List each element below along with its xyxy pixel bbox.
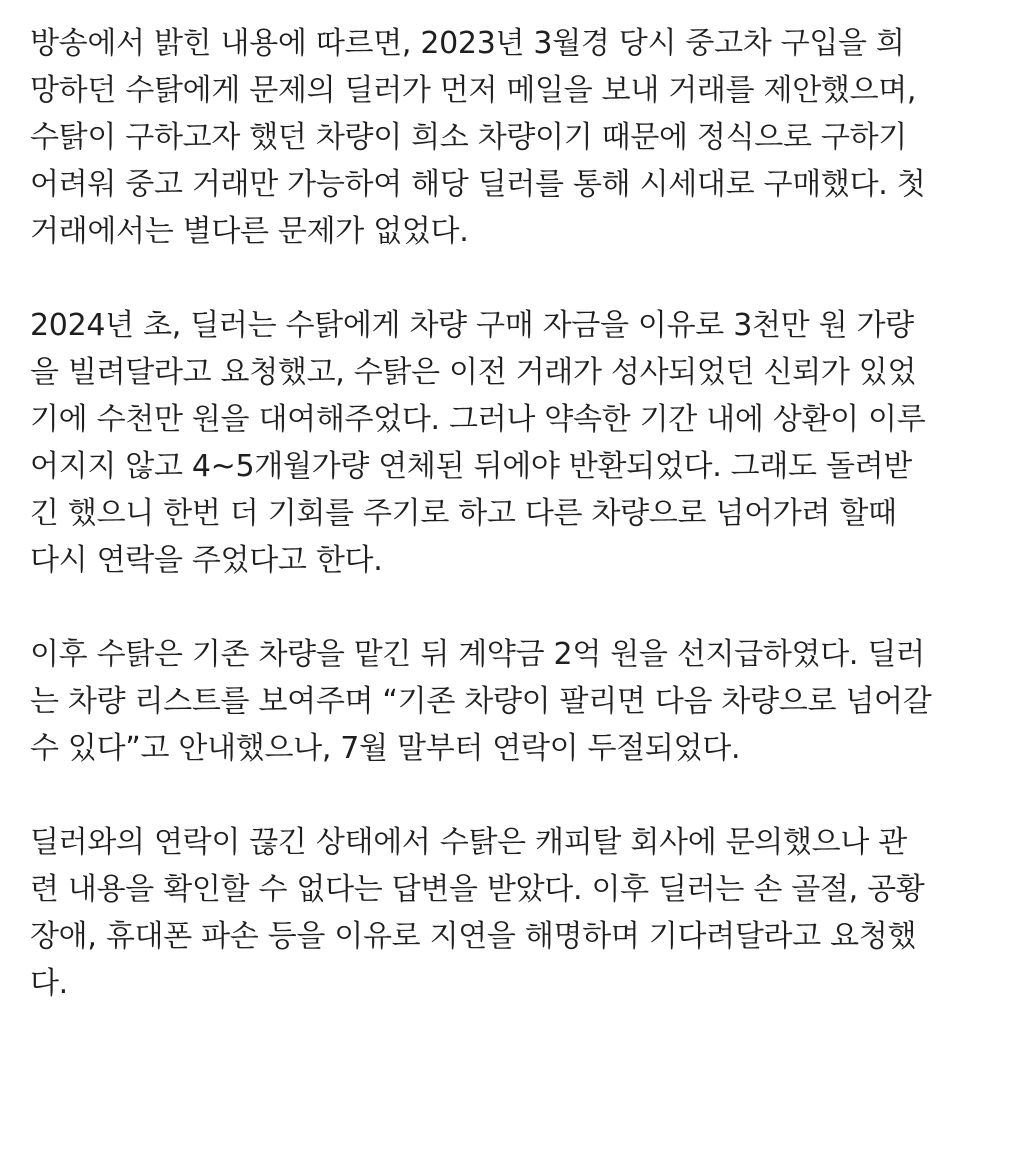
text-line: 다. xyxy=(30,966,68,1001)
text-line: 어려워 중고 거래만 가능하여 해당 딜러를 통해 시세대로 구매했다. 첫 xyxy=(30,167,926,202)
paragraph xyxy=(30,819,1005,1007)
text-line: 긴 했으니 한번 더 기회를 주기로 하고 다른 차량으로 넘어가려 할때 xyxy=(30,496,897,531)
text-line: 2024년 초, 딜러는 수탉에게 차량 구매 자금을 이유로 3천만 원 가량 xyxy=(30,308,914,343)
text-line: 이후 수탉은 기존 차량을 맡긴 뒤 계약금 2억 원을 선지급하였다. 딜러 xyxy=(30,637,925,672)
text-line: 방송에서 밝힌 내용에 따르면, 2023년 3월경 당시 중고차 구입을 희 xyxy=(30,26,905,61)
text-line: 는 차량 리스트를 보여주며 “기존 차량이 팔리면 다음 차량으로 넘어갈 xyxy=(30,684,932,719)
text-line: 거래에서는 별다른 문제가 없었다. xyxy=(30,214,469,249)
text-line: 수 있다”고 안내했으나, 7월 말부터 연락이 두절되었다. xyxy=(30,731,741,766)
paragraph xyxy=(30,631,1005,772)
text-line: 망하던 수탉에게 문제의 딜러가 먼저 메일을 보내 거래를 제안했으며, xyxy=(30,73,917,108)
text-line: 수탉이 구하고자 했던 차량이 희소 차량이기 때문에 정식으로 구하기 xyxy=(30,120,907,155)
text-line: 련 내용을 확인할 수 없다는 답변을 받았다. 이후 딜러는 손 골절, 공황 xyxy=(30,872,925,907)
text-line: 딜러와의 연락이 끊긴 상태에서 수탉은 캐피탈 회사에 문의했으나 관 xyxy=(30,825,907,860)
text-line: 어지지 않고 4~5개월가량 연체된 뒤에야 반환되었다. 그래도 돌려받 xyxy=(30,449,912,484)
text-line: 장애, 휴대폰 파손 등을 이유로 지연을 해명하며 기다려달라고 요청했 xyxy=(30,919,917,954)
text-line: 다시 연락을 주었다고 한다. xyxy=(30,543,383,578)
text-line: 기에 수천만 원을 대여해주었다. 그러나 약속한 기간 내에 상환이 이루 xyxy=(30,402,926,437)
text-line: 을 빌려달라고 요청했고, 수탉은 이전 거래가 성사되었던 신뢰가 있었 xyxy=(30,355,917,390)
article-body xyxy=(30,20,1005,1007)
paragraph xyxy=(30,20,1005,255)
paragraph xyxy=(30,302,1005,584)
